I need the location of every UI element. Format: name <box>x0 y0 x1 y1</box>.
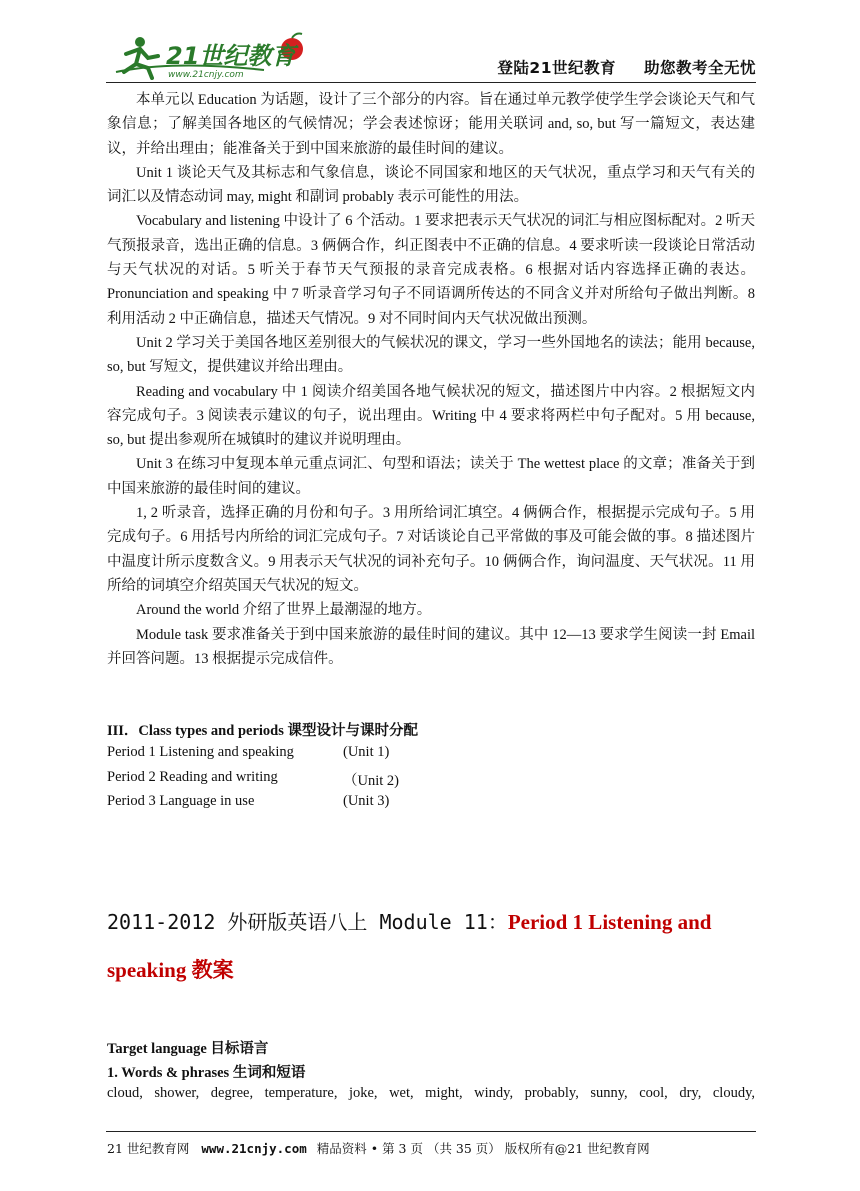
paragraph-unit1: Unit 1 谈论天气及其标志和气象信息，谈论不同国家和地区的天气状况，重点学习和天气有关的词汇以及情态动词 may, might 和副词 probably 表示可能性的用法。 <box>107 164 755 206</box>
period-unit: (Unit 3) <box>343 793 390 809</box>
period-row <box>107 744 507 769</box>
words-phrases-heading: 1. Words & phrases 生词和短语 <box>107 1065 306 1081</box>
period-list <box>107 744 507 818</box>
body-text <box>107 88 755 671</box>
logo-url: www.21cnjy.com <box>168 70 244 80</box>
footer-site-link[interactable]: www.21cnjy.com <box>201 1141 307 1156</box>
lesson-title <box>107 898 757 994</box>
paragraph-vocab-listening: Vocabulary and listening 中设计了 6 个活动。1 要求把表示天气状况的词汇与相应图标配对。2 听天气预报录音，选出正确的信息。3 俩俩合作，纠正图表中不正确的信息。4 要求听读一段谈论日常活动与天气状况的对话。5 听关于春节天气预报的录音完成表格。6 根据对话内容选择正确的表达。Pronunciation and speaking 中 7 听录音学习句子不同语调所传达的不同含义并对所给句子做出判断。8 利用活动 2 中正确信息，描述天气情况。9 对不同时间内天气状况做出预测。 <box>107 213 755 327</box>
period-name: Period 3 Language in use <box>107 793 255 809</box>
runner-logo-icon <box>114 32 324 80</box>
slogan-right: 助您教考全无忧 <box>643 59 756 77</box>
period-row <box>107 793 507 818</box>
period-name: Period 2 Reading and writing <box>107 768 278 785</box>
paragraph-exercises: 1, 2 听录音，选择正确的月份和句子。3 用所给词汇填空。4 俩俩合作，根据提示完成句子。5 用完成句子。6 用括号内所给的词汇完成句子。7 对话谈论自己平常做的事及可能会做的事。8 描述图片中温度计所示度数含义。9 用表示天气状况的词补充句子。10 俩俩合作，询问温度、天气状况。11 用所给的词填空介绍英国天气状况的短文。 <box>107 505 755 594</box>
page-footer <box>107 1139 757 1157</box>
footer-divider <box>106 1131 756 1132</box>
page-header <box>106 30 756 82</box>
paragraph-reading-vocab: Reading and vocabulary 中 1 阅读介绍美国各地气候状况的短文，描述图片中内容。2 根据短文内容完成句子。3 阅读表示建议的句子，说出理由。Writing 中 4 要求将两栏中句子配对。5 用 because, so, but 提出参观所在城镇时的建议并说明理由。 <box>107 383 755 449</box>
footer-right: 精品资料 • 第 3 页 （共 35 页） 版权所有@21 世纪教育网 <box>316 1141 650 1156</box>
logo-text: 21世纪教育 <box>166 42 296 70</box>
lesson-title-period: Period 1 Listening and speaking 教案 <box>107 910 712 982</box>
paragraph-around-world: Around the world 介绍了世界上最潮湿的地方。 <box>136 602 432 619</box>
site-logo[interactable] <box>114 32 324 80</box>
paragraph-module-task: Module task 要求准备关于到中国来旅游的最佳时间的建议。其中 12—13 要求学生阅读一封 Email 并回答问题。13 根据提示完成信件。 <box>107 626 755 667</box>
period-unit: (Unit 1) <box>343 744 390 760</box>
period-name: Period 1 Listening and speaking <box>107 744 294 760</box>
period-unit: （Unit 2) <box>343 772 399 789</box>
words-list: cloud, shower, degree, temperature, joke, wet, might, windy, probably, sunny, cool, dry, cloudy, <box>107 1085 755 1101</box>
header-slogan <box>497 56 756 78</box>
slogan-left: 登陆21世纪教育 <box>497 59 616 77</box>
section-heading-class-types: III．Class types and periods 课型设计与课时分配 <box>107 723 418 739</box>
paragraph-unit2: Unit 2 学习关于美国各地区差别很大的气候状况的课文，学习一些外国地名的读法；能用 because, so, but 写短文，提供建议并给出理由。 <box>107 334 755 376</box>
period-row <box>107 769 507 794</box>
paragraph-unit3: Unit 3 在练习中复现本单元重点词汇、句型和语法；读关于 The wettest place 的文章；准备关于到中国来旅游的最佳时间的建议。 <box>107 456 755 497</box>
header-divider <box>106 82 756 83</box>
lesson-title-prefix: 2011-2012 外研版英语八上 Module 11： <box>107 910 508 934</box>
footer-left: 21 世纪教育网 <box>107 1141 190 1156</box>
target-language-heading: Target language 目标语言 <box>107 1041 269 1057</box>
paragraph-intro: 本单元以 Education 为话题，设计了三个部分的内容。旨在通过单元教学使学生学会谈论天气和气象信息；了解美国各地区的气候情况；学会表述惊讶；能用关联词 and, so, but 写一篇短文，表达建议，并给出理由；能准备关于到中国来旅游的最佳时间的建议。 <box>107 92 755 157</box>
